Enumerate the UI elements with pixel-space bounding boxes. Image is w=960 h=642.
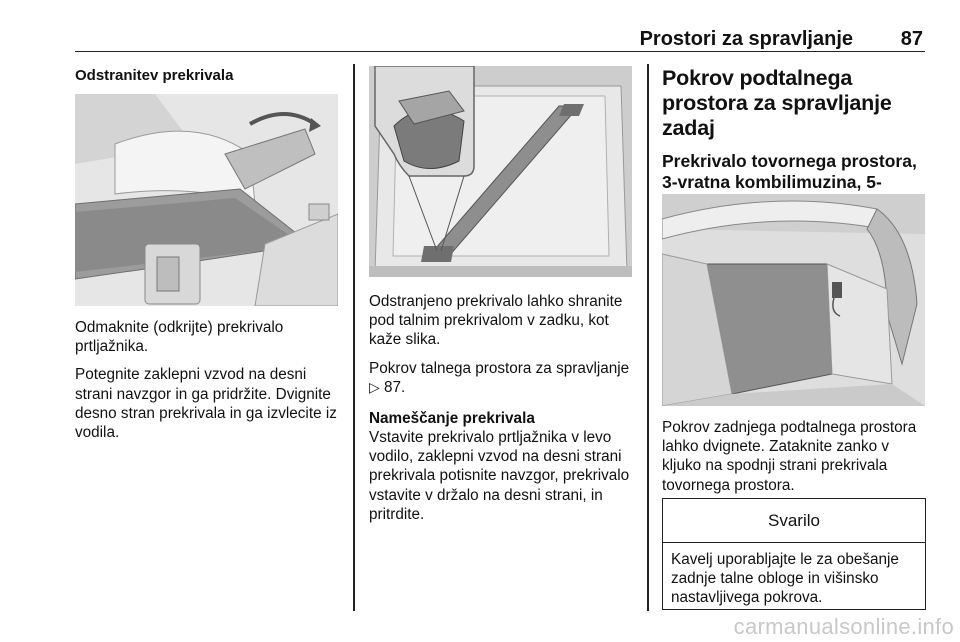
- column-3-text: [662, 418, 927, 504]
- illustration-rear-storage: [662, 194, 925, 406]
- warning-text: Kavelj uporabljajte le za obešanje zadnje talne obloge in višinsko nastavljivega pokrova.: [671, 551, 899, 607]
- paragraph-pull-lever: Potegnite zaklepni vzvod na desni strani navzgor in ga pridržite. Dvignite desno stran prekrivala in ga izvlecite iz vodila.: [75, 366, 337, 442]
- paragraph-floor-cover-ref: [369, 359, 634, 397]
- page-title: Prostori za spravljanje: [639, 28, 853, 50]
- section-heading-install-cover: Nameščanje prekrivala: [369, 410, 535, 428]
- section-subtitle-cargo-cover: Prekrivalo tovornega prostora, 3-vratna kombilimuzina, 5-: [662, 151, 917, 192]
- column-divider-1: [353, 64, 355, 611]
- paragraph-store-cover: Odstranjeno prekrivalo lahko shranite pod talnim prekrivalom v zadku, kot kaže slika.: [369, 293, 623, 349]
- section-title-rear-storage: Pokrov podtalnega prostora za spravljanje zadaj: [662, 66, 892, 140]
- warning-box: [662, 498, 926, 610]
- paragraph-lift-cover: Pokrov zadnjega podtalnega prostora lahko dvignete. Zataknite zanko v kljuko na spodnji strani prekrivala tovornega prostora.: [662, 419, 917, 494]
- column-1: [75, 64, 340, 85]
- page-header: [75, 26, 925, 52]
- illustration-cover-removal: [75, 94, 338, 306]
- reference-text: Pokrov talnega prostora za spravljanje: [369, 359, 630, 377]
- watermark: carmanualsonline.info: [733, 614, 954, 639]
- reference-page[interactable]: 87.: [384, 378, 406, 396]
- warning-title: Svarilo: [663, 499, 925, 543]
- column-1-text: [75, 318, 340, 451]
- arrow-ref-icon[interactable]: ▷: [369, 378, 380, 395]
- column-divider-2: [647, 64, 649, 611]
- section-heading-remove-cover: Odstranitev prekrivala: [75, 67, 234, 84]
- illustration-cover-storage: [369, 66, 632, 277]
- paragraph-move-cover: Odmaknite (odkrijte) prekrivalo prtljažnika.: [75, 319, 284, 356]
- column-2-text: [369, 292, 634, 533]
- column-3: [662, 66, 927, 214]
- page-number: 87: [900, 28, 923, 50]
- paragraph-install-cover: Vstavite prekrivalo prtljažnika v levo vodilo, zaklepni vzvod na desni strani prekrivala potisnite navzgor, prekrivalo vstavite v držalo na desni strani, in pritrdite.: [369, 429, 630, 523]
